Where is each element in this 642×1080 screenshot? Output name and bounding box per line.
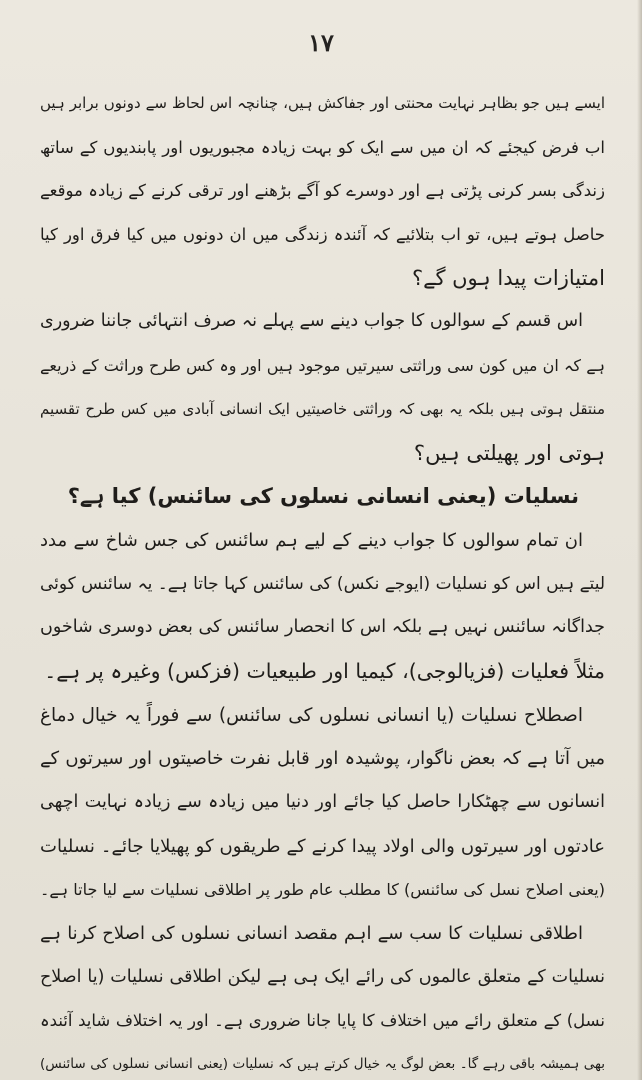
text-line: منتقل ہوتی ہیں بلکہ یہ بھی کہ وراثتی خاصیتیں ایک انسانی آبادی میں کس طرح تقسیم	[40, 399, 605, 418]
text-line: زندگی بسر کرنی پڑتی ہے اور دوسرے کو آگے بڑھنے اور ترقی کرنے کے زیادہ موقعے	[40, 181, 605, 201]
text-line: اصطلاح نسلیات (یا انسانی نسلوں کی سائنس) سے فوراً یہ خیال دماغ	[40, 704, 583, 726]
text-line: بھی ہمیشہ باقی رہے گا۔ بعض لوگ یہ خیال کرتے ہیں کہ نسلیات (یعنی انسانی نسلوں کی سائنس)	[40, 1056, 605, 1073]
page-edge-shadow	[637, 0, 642, 1080]
section-heading: نسلیات (یعنی انسانی نسلوں کی سائنس) کیا ہے؟	[67, 484, 579, 509]
text-line: اطلاقی نسلیات کا سب سے اہم مقصد انسانی نسلوں کی اصلاح کرنا ہے	[40, 923, 583, 945]
text-line: نسلیات کے متعلق عالموں کی رائے ایک ہی ہے لیکن اطلاقی نسلیات (یا اصلاح	[40, 966, 605, 987]
text-line: امتیازات پیدا ہوں گے؟	[412, 265, 605, 290]
page-number: ۱۷	[308, 28, 334, 57]
text-line: میں آتا ہے کہ بعض ناگوار، پوشیدہ اور قابل نفرت خاصیتوں اور سیرتوں کے	[40, 748, 605, 770]
text-line: ان تمام سوالوں کا جواب دینے کے لیے ہم سائنس کی جس شاخ سے مدد	[40, 529, 583, 551]
text-line: عادتوں اور سیرتوں والی اولاد پیدا کرنے کے طریقوں کو پھیلایا جائے۔ نسلیات	[40, 835, 605, 857]
text-line: اب فرض کیجئے کہ ان میں سے ایک کو بہت زیادہ مجبوریوں اور پابندیوں کے ساتھ	[40, 137, 605, 157]
text-line: اس قسم کے سوالوں کا جواب دینے سے پہلے نہ صرف انتہائی جاننا ضروری	[40, 311, 583, 332]
body-text	[40, 82, 605, 1080]
text-line: ہوتی اور پھیلتی ہیں؟	[413, 440, 605, 465]
text-line: مثلاً فعلیات (فزیالوجی)، کیمیا اور طبیعیات (فزکس) وغیرہ پر ہے۔	[44, 658, 605, 683]
text-line: نسل) کے متعلق رائے میں اختلاف کا پایا جانا ضروری ہے۔ اور یہ اختلاف شاید آئندہ	[40, 1011, 605, 1031]
text-line: حاصل ہوتے ہیں، تو اب بتلائیے کہ آئندہ زندگی میں ان دونوں میں کیا فرق اور کیا	[40, 225, 605, 245]
text-line: ہے کہ ان میں کون سی وراثتی سیرتیں موجود ہیں اور وہ کس طرح وراثت کے ذریعے	[40, 356, 605, 376]
text-line: لیتے ہیں اس کو نسلیات (ایوجے نکس) کی سائنس کہا جاتا ہے۔ یہ سائنس کوئی	[40, 573, 605, 594]
text-line: جداگانہ سائنس نہیں ہے بلکہ اس کا انحصار سائنس کی بعض دوسری شاخوں	[40, 617, 605, 638]
text-line: انسانوں سے چھٹکارا حاصل کیا جائے اور دنیا میں زیادہ سے زیادہ نہایت اچھی	[40, 792, 605, 812]
text-line: ایسے ہیں جو بظاہر نہایت محنتی اور جفاکش ہیں، چنانچہ اس لحاظ سے دونوں برابر ہیں	[40, 94, 605, 112]
text-line: (یعنی اصلاح نسل کی سائنس) کا مطلب عام طور پر اطلاقی نسلیات سے لیا جاتا ہے۔	[40, 880, 605, 900]
